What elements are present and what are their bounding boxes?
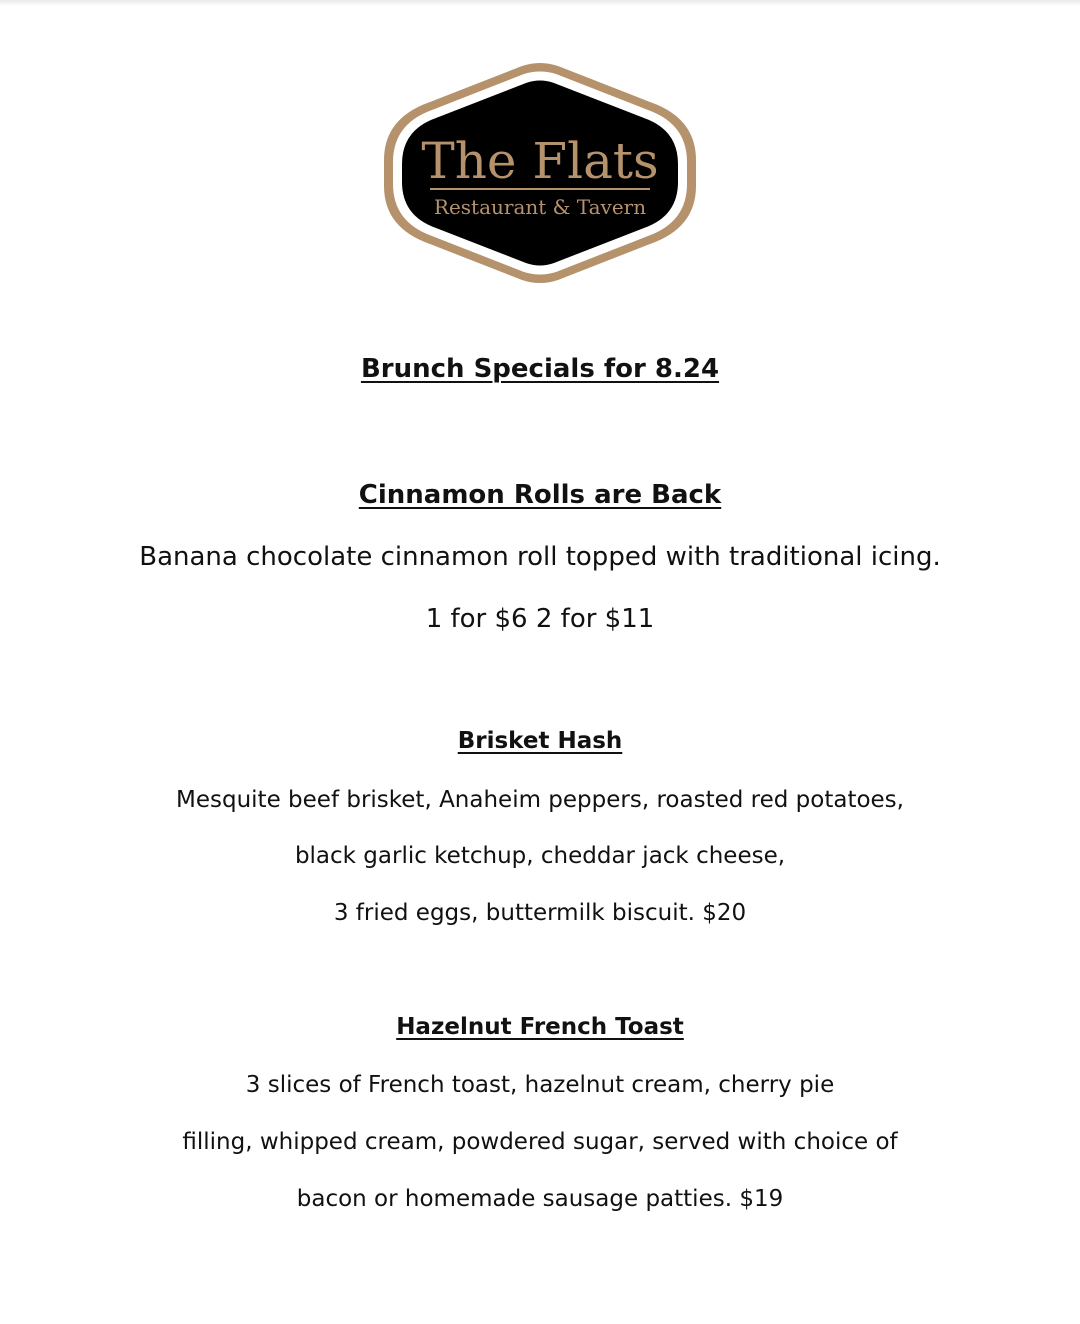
special-brisket-hash-title: Brisket Hash [457,728,623,754]
special-brisket-hash-line-1: Mesquite beef brisket, Anaheim peppers, roasted red potatoes, [176,787,904,813]
special-hazelnut-french-toast-line-3: bacon or homemade sausage patties. $19 [296,1186,784,1212]
special-cinnamon-rolls-title: Cinnamon Rolls are Back [358,480,722,510]
logo-subtitle: Restaurant & Tavern [433,195,647,219]
special-hazelnut-french-toast-line-1: 3 slices of French toast, hazelnut cream, cherry pie [245,1072,835,1098]
special-brisket-hash-line-3: 3 fried eggs, buttermilk biscuit. $20 [333,900,747,926]
page-top-edge [0,0,1080,6]
logo-title: The Flats [421,132,659,190]
special-cinnamon-rolls-price: 1 for $6 2 for $11 [425,604,655,634]
special-cinnamon-rolls-description: Banana chocolate cinnamon roll topped with traditional icing. [139,542,941,572]
special-hazelnut-french-toast-title: Hazelnut French Toast [396,1014,684,1040]
logo-badge [378,60,702,288]
page-title: Brunch Specials for 8.24 [360,354,720,384]
special-brisket-hash-line-2: black garlic ketchup, cheddar jack cheese, [294,843,786,869]
restaurant-logo [378,60,702,288]
special-hazelnut-french-toast-line-2: filling, whipped cream, powdered sugar, served with choice of [182,1129,898,1155]
